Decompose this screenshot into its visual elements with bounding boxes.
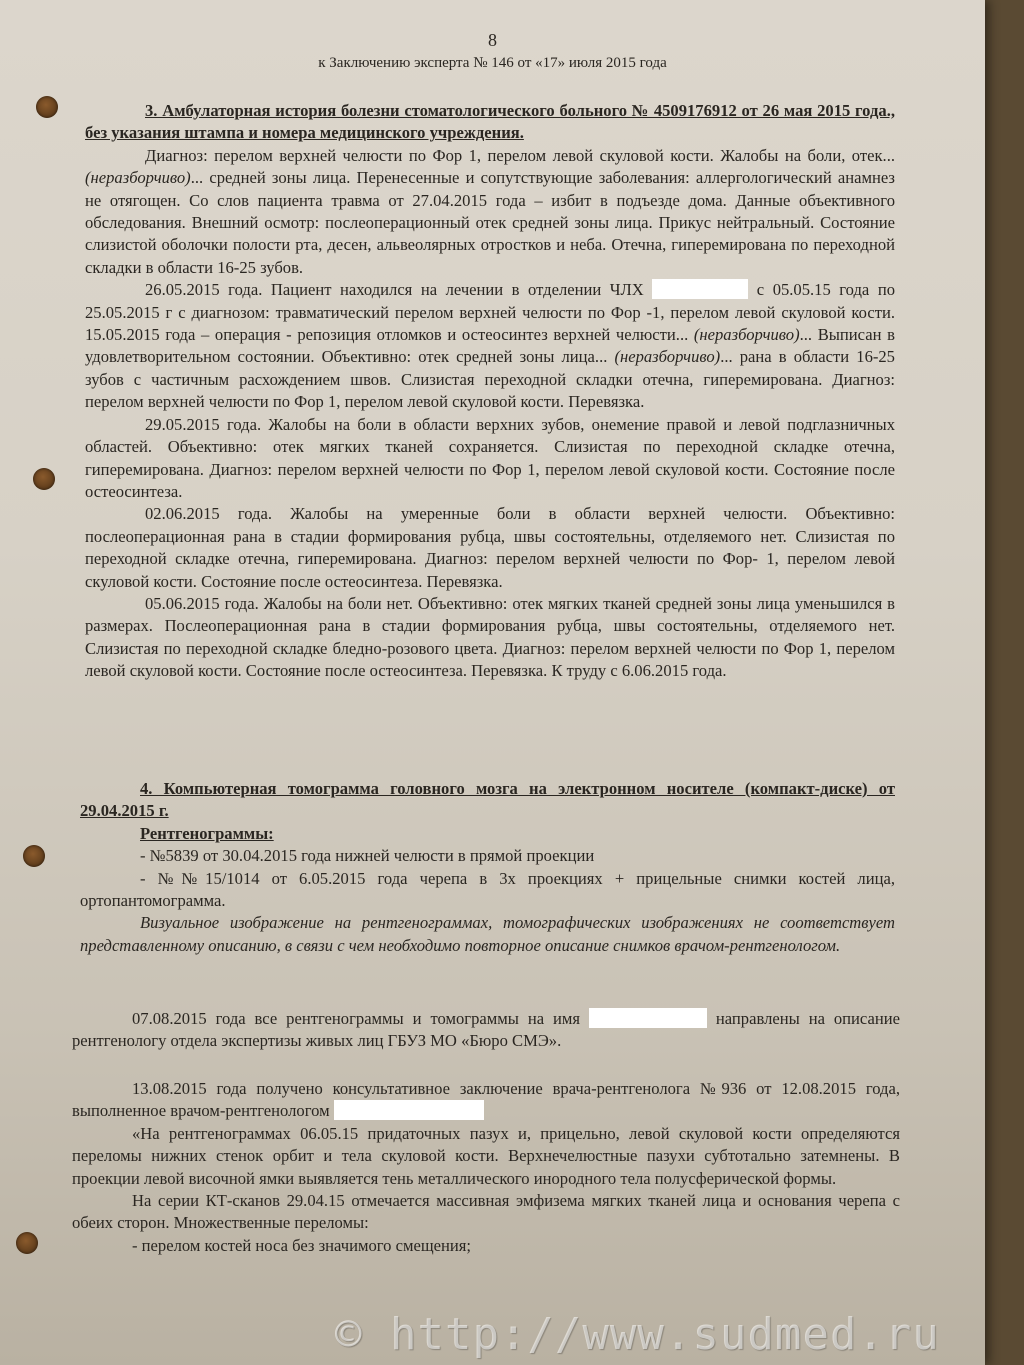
list-item: - перелом костей носа без значимого смещения; <box>132 1235 471 1255</box>
redaction-box <box>589 1008 707 1028</box>
redaction-box <box>334 1100 484 1120</box>
section-4-heading: 4. Компьютерная томограмма головного мозга на электронном носителе (компакт-диске) от 29.04.2015 г. <box>80 779 895 821</box>
punch-hole <box>36 96 58 118</box>
punch-hole <box>16 1232 38 1254</box>
paragraph: 05.06.2015 года. Жалобы на боли нет. Объективно: отек мягких тканей средней зоны лица уменьшился в размерах. Послеоперационная рана в стадии формирования рубца, швы состоятельны, отделяемого нет. Слизистая по переходной складке бледно-розового цвета. Диагноз: перелом верхней челюсти по Фор 1, перелом левой скуловой кости. Состояние после остеосинтеза. Перевязка. К труду с 6.06.2015 года. <box>85 593 895 681</box>
punch-hole <box>23 845 45 867</box>
paragraph: Диагноз: перелом верхней челюсти по Фор 1, перелом левой скуловой кости. Жалобы на боли, отек... (неразборчиво)... средней зоны лица. Перенесенные и сопутствующие заболевания: аллергологический анамнез не отягощен. Со слов пациента травма от 27.04.2015 года – избит в подъезде дома. Данные объективного обследования. Внешний осмотр: послеоперационный отек средней зоны лица. Прикус нейтральный. Состояние слизистой оболочки полости рта, десен, альвеолярных отростков и неба. Отечна, гиперемирована по переходной складки в области 16-25 зубов. <box>85 145 895 277</box>
paragraph: 13.08.2015 года получено консультативное заключение врача-рентгенолога №936 от 12.08.2015 года, выполненное врачом-рентгенологом <box>72 1079 900 1121</box>
list-item: - №5839 от 30.04.2015 года нижней челюсти в прямой проекции <box>140 846 595 866</box>
page-number: 8 <box>488 30 497 50</box>
section-3 <box>85 100 895 683</box>
watermark: © http://www.sudmed.ru <box>335 1309 940 1360</box>
paragraph: 07.08.2015 года все рентгенограммы и томограммы на имя направлены на описание рентгенологу отдела экспертизы живых лиц ГБУЗ МО «Бюро СМЭ». <box>72 1009 900 1051</box>
paragraph: 29.05.2015 года. Жалобы на боли в области верхних зубов, онемение правой и левой подглазничных областей. Объективно: отек мягких тканей сохраняется. Слизистая по переходной складке отечна, гиперемирована. Диагноз: перелом верхней челюсти по Фор 1, перелом левой скуловой кости. Состояние после остеосинтеза. <box>85 414 895 501</box>
page-header: к Заключению эксперта № 146 от «17» июля 2015 года <box>318 55 667 71</box>
referral-block <box>72 1008 900 1053</box>
list-item: - №№15/1014 от 6.05.2015 года черепа в 3х проекциях + прицельные снимки костей лица, ортопантомограмма. <box>80 868 895 911</box>
punch-hole <box>33 468 55 490</box>
visual-note: Визуальное изображение на рентгенограммах, томографических изображениях не соответствует представленному описанию, в связи с чем необходимо повторное описание снимков врачом-рентгенологом. <box>80 913 895 955</box>
paragraph: 02.06.2015 года. Жалобы на умеренные боли в области верхней челюсти. Объективно: послеоперационная рана в стадии формирования рубца, швы состоятельны, отделяемого нет. Слизистая по переходной складке отечна, гиперемирована. Диагноз: перелом верхней челюсти по Фор- 1, перелом левой скуловой кости. Состояние после остеосинтеза. Перевязка. <box>85 504 895 591</box>
section-4 <box>80 778 895 957</box>
quote-paragraph: «На рентгенограммах 06.05.15 придаточных пазух и, прицельно, левой скуловой кости определяются переломы нижних стенок орбит и тела скуловой кости. Верхнечелюстные пазухи субтотально затемнены. В проекции левой височной ямки выявляется тень металлического инородного тела полусферической формы. <box>72 1123 900 1188</box>
paragraph: 26.05.2015 года. Пациент находился на лечении в отделении ЧЛХ с 05.05.15 года по 25.05.2015 г с диагнозом: травматический перелом верхней челюсти по Фор -1, перелом левой скуловой кости. 15.05.2015 года – операция - репозиция отломков и остеосинтез верхней челюсти... (неразборчиво)... Выписан в удовлетворительном состоянии. Объективно: отек средней зоны лица... (неразборчиво)... рана в области 16-25 зубов с частичным расхождением швов. Слизистая переходной складки отечна, гиперемирована. Диагноз: перелом верхней челюсти по Фор 1, перелом левой скуловой кости. Перевязка. <box>85 280 895 412</box>
redaction-box <box>652 279 748 299</box>
radiograms-subheading: Рентгенограммы: <box>140 823 274 843</box>
conclusion-block <box>72 1078 900 1257</box>
section-3-heading: 3. Амбулаторная история болезни стоматологического больного № 4509176912 от 26 мая 2015 года., без указания штампа и номера медицинского учреждения. <box>85 101 895 143</box>
paragraph: На серии КТ-сканов 29.04.15 отмечается массивная эмфизема мягких тканей лица и основания черепа с обеих сторон. Множественные переломы: <box>72 1191 900 1233</box>
